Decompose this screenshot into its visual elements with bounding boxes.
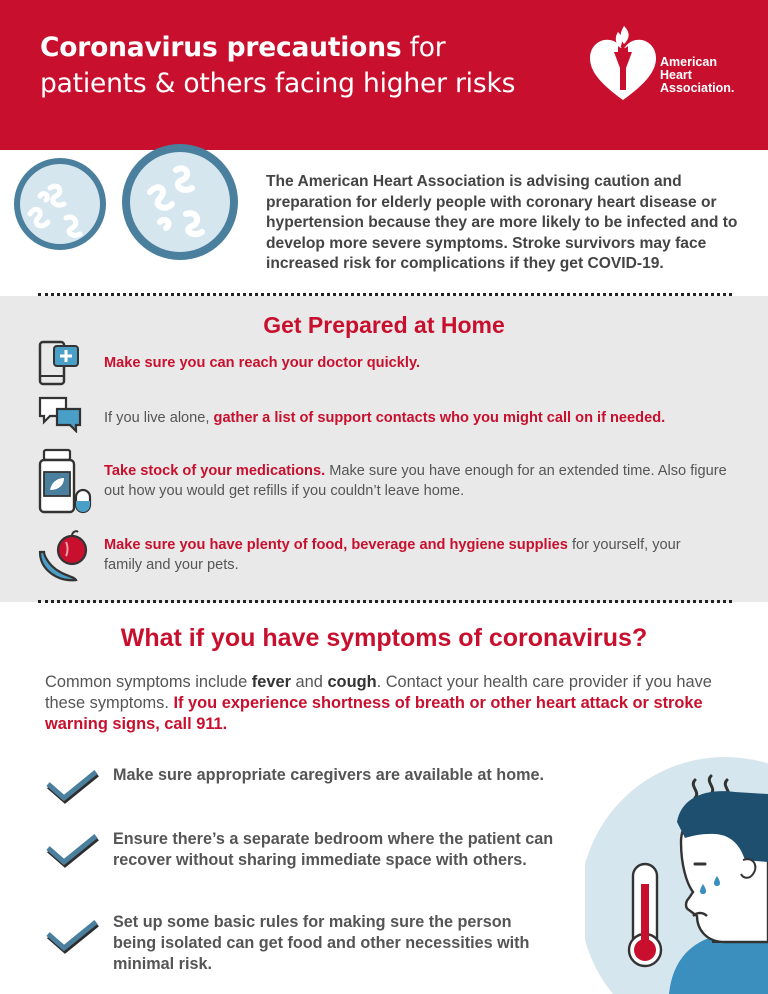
virus-large-icon [122, 144, 238, 260]
heart-torch-icon [588, 24, 658, 104]
virus-small-icon [14, 158, 106, 250]
virus-illustration [0, 118, 262, 278]
prep-item-medications: Take stock of your medications. Make sure you have enough for an extended time. Also figure out how you would get refills if you couldn’t leave home. [104, 463, 727, 499]
food-icon [38, 530, 90, 584]
phone-icon [38, 340, 82, 386]
thermometer-icon [629, 864, 661, 966]
symptoms-paragraph: Common symptoms include fever and cough. Contact your health care provider if you have these symptoms. If you experience shortness of breath or other heart attack or stroke warning signs, call 911. [45, 673, 712, 733]
symptoms-title: What if you have symptoms of coronavirus? [120, 624, 648, 652]
logo-text: American Heart Association. [660, 55, 735, 95]
check-item-caregivers: Make sure appropriate caregivers are available at home. [113, 766, 544, 784]
check-item-bedroom: Ensure there’s a separate bedroom where the patient can recover without sharing immediate space with others. [113, 830, 554, 869]
checkmark-icon [44, 768, 100, 804]
medicine-bottle-icon [36, 448, 96, 516]
checkmark-icon [44, 918, 100, 954]
intro-paragraph: The American Heart Association is advising caution and preparation for elderly people with coronary heart disease or hypertension because they are more likely to be infected and to develop more severe symptoms. Stroke survivors may face increased risk for complications if they get COVID-19. [266, 173, 738, 273]
checkmark-icon [44, 832, 100, 868]
sick-person-illustration [585, 752, 768, 994]
chat-bubbles-icon [37, 395, 83, 433]
get-prepared-title: Get Prepared at Home [263, 312, 505, 338]
aha-logo [588, 24, 758, 104]
check-item-rules: Set up some basic rules for making sure the person being isolated can get food and other necessities with minimal risk. [113, 913, 530, 973]
dotted-divider [38, 600, 732, 603]
prep-item-doctor: Make sure you can reach your doctor quickly. [104, 355, 421, 371]
prep-item-supplies: Make sure you have plenty of food, beverage and hygiene supplies for yourself, your family and your pets. [104, 537, 681, 573]
page-title: Coronavirus precautions for patients & others facing higher risks [40, 32, 516, 99]
prep-item-contacts: If you live alone, gather a list of support contacts who you might call on if needed. [104, 410, 666, 426]
